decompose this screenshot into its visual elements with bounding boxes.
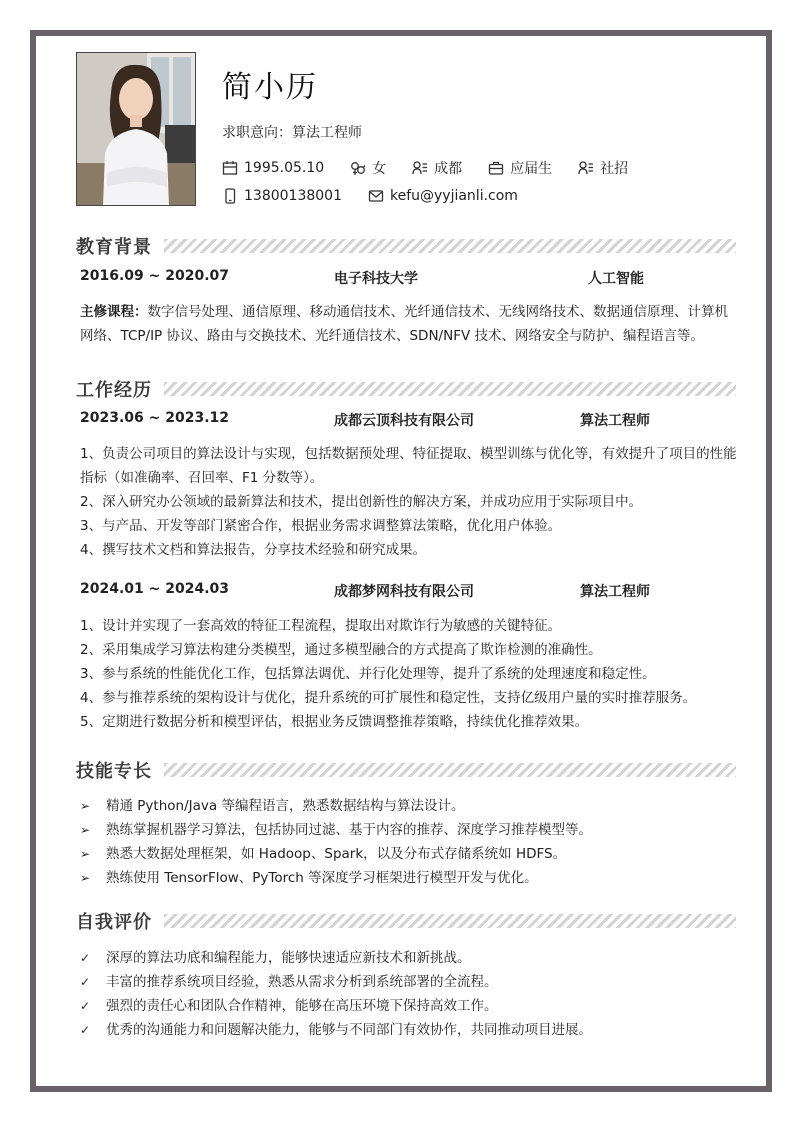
list-item	[80, 970, 742, 994]
section-education-title	[76, 233, 736, 259]
email-value[interactable]: kefu@yyjianli.com	[389, 188, 518, 204]
heading-stripe	[164, 382, 736, 396]
info-row-personal	[222, 158, 654, 178]
list-item: 2、深入研究办公领域的最新算法和技术，提出创新性的解决方案，并成功应用于实际项目中。	[80, 494, 643, 510]
recruit-value: 社招	[600, 161, 629, 177]
job-1-head	[80, 410, 740, 432]
list-item	[80, 842, 742, 866]
check-bullet-icon: ✓	[80, 999, 91, 1013]
job-1-duties	[80, 442, 742, 562]
evaluation-text: 丰富的推荐系统项目经验，熟悉从需求分析到系统部署的全流程。	[106, 974, 498, 990]
arrow-bullet-icon: ➢	[80, 847, 91, 861]
skills-list	[80, 794, 742, 890]
section-work-title	[76, 376, 736, 402]
gender-icon	[350, 160, 366, 176]
phone-icon	[222, 188, 238, 204]
gender	[350, 158, 386, 178]
list-item	[80, 866, 742, 890]
list-item: 1、设计并实现了一套高效的特征工程流程，提取出对欺诈行为敏感的关键特征。	[80, 618, 562, 634]
work-heading: 工作经历	[76, 380, 152, 401]
heading-stripe	[164, 763, 736, 777]
skill-text: 熟练掌握机器学习算法，包括协同过滤、基于内容的推荐、深度学习推荐模型等。	[106, 822, 592, 838]
evaluation-text: 优秀的沟通能力和问题解决能力，能够与不同部门有效协作，共同推动项目进展。	[106, 1022, 592, 1038]
list-item: 2、采用集成学习算法构建分类模型，通过多模型融合的方式提高了欺诈检测的准确性。	[80, 642, 602, 658]
phone-value: 13800138001	[244, 188, 342, 204]
arrow-bullet-icon: ➢	[80, 799, 91, 813]
evaluation-text: 深厚的算法功底和编程能力，能够快速适应新技术和新挑战。	[106, 950, 471, 966]
education-entry-head	[80, 268, 740, 290]
person-icon	[578, 160, 594, 176]
resume-page	[36, 36, 766, 1086]
list-item: 4、撰写技术文档和算法报告，分享技术经验和研究成果。	[80, 542, 427, 558]
list-item: 3、参与系统的性能优化工作，包括算法调优、并行化处理等，提升了系统的处理速度和稳定性。	[80, 666, 656, 682]
job-2-head	[80, 581, 740, 603]
evaluation-list	[80, 946, 742, 1042]
check-bullet-icon: ✓	[80, 1023, 91, 1037]
job-1-role: 算法工程师	[580, 413, 650, 429]
mail-icon	[368, 188, 384, 204]
evaluation-heading: 自我评价	[76, 912, 152, 933]
skill-text: 熟练使用 TensorFlow、PyTorch 等深度学习框架进行模型开发与优化。	[106, 870, 538, 886]
heading-stripe	[164, 239, 736, 253]
job-2-company: 成都梦网科技有限公司	[334, 584, 474, 600]
list-item: 4、参与推荐系统的架构设计与优化，提升系统的可扩展性和稳定性，支持亿级用户量的实时推荐服务。	[80, 690, 697, 706]
resume-frame	[30, 30, 772, 1092]
list-item	[80, 818, 742, 842]
location-value: 成都	[434, 161, 463, 177]
gender-value: 女	[372, 161, 387, 177]
location	[412, 158, 462, 178]
education-school: 电子科技大学	[334, 271, 418, 287]
skill-text: 熟悉大数据处理框架，如 Hadoop、Spark，以及分布式存储系统如 HDFS。	[106, 846, 567, 862]
heading-stripe	[164, 914, 736, 928]
skill-text: 精通 Python/Java 等编程语言，熟悉数据结构与算法设计。	[106, 798, 465, 814]
arrow-bullet-icon: ➢	[80, 871, 91, 885]
education-period: 2016.09 ~ 2020.07	[80, 268, 230, 284]
birth-value: 1995.05.10	[244, 160, 325, 176]
list-item: 3、与产品、开发等部门紧密合作，根据业务需求调整算法策略，优化用户体验。	[80, 518, 562, 534]
job-1-company: 成都云顶科技有限公司	[334, 413, 474, 429]
list-item: 1、负责公司项目的算法设计与实现，包括数据预处理、特征提取、模型训练与优化等，有效提升了项目的性能指标（如准确率、召回率、F1 分数等）。	[80, 446, 737, 486]
courses-text: 数字信号处理、通信原理、移动通信技术、光纤通信技术、无线网络技术、数据通信原理、计算机网络、TCP/IP 协议、路由与交换技术、光纤通信技术、SDN/NFV 技术、网络安全与防护、编程语言等。	[80, 304, 728, 344]
person-icon	[412, 160, 428, 176]
arrow-bullet-icon: ➢	[80, 823, 91, 837]
evaluation-text: 强烈的责任心和团队合作精神，能够在高压环境下保持高效工作。	[106, 998, 498, 1014]
list-item	[80, 794, 742, 818]
section-evaluation-title	[76, 908, 736, 934]
briefcase-icon	[488, 160, 504, 176]
courses-label: 主修课程：	[80, 304, 148, 320]
status	[488, 158, 552, 178]
info-row-contact	[222, 188, 544, 204]
recruit-type	[578, 158, 628, 178]
education-courses	[80, 300, 740, 348]
education-major: 人工智能	[588, 271, 644, 287]
job-intent: 求职意向：算法工程师	[222, 125, 362, 141]
calendar-icon	[222, 160, 238, 176]
list-item	[80, 1018, 742, 1042]
status-value: 应届生	[510, 161, 553, 177]
list-item: 5、定期进行数据分析和模型评估，根据业务反馈调整推荐策略，持续优化推荐效果。	[80, 714, 589, 730]
job-1-period: 2023.06 ~ 2023.12	[80, 410, 230, 426]
list-item	[80, 946, 742, 970]
job-2-role: 算法工程师	[580, 584, 650, 600]
list-item	[80, 994, 742, 1018]
job-2-period: 2024.01 ~ 2024.03	[80, 581, 230, 597]
check-bullet-icon: ✓	[80, 951, 91, 965]
profile-photo	[76, 52, 196, 206]
section-skills-title	[76, 757, 736, 783]
candidate-name: 简小历	[222, 70, 318, 105]
birth-date	[222, 160, 324, 176]
check-bullet-icon: ✓	[80, 975, 91, 989]
email	[368, 188, 518, 204]
skills-heading: 技能专长	[76, 761, 152, 782]
job-2-duties	[80, 614, 742, 734]
education-heading: 教育背景	[76, 237, 152, 258]
phone	[222, 188, 342, 204]
